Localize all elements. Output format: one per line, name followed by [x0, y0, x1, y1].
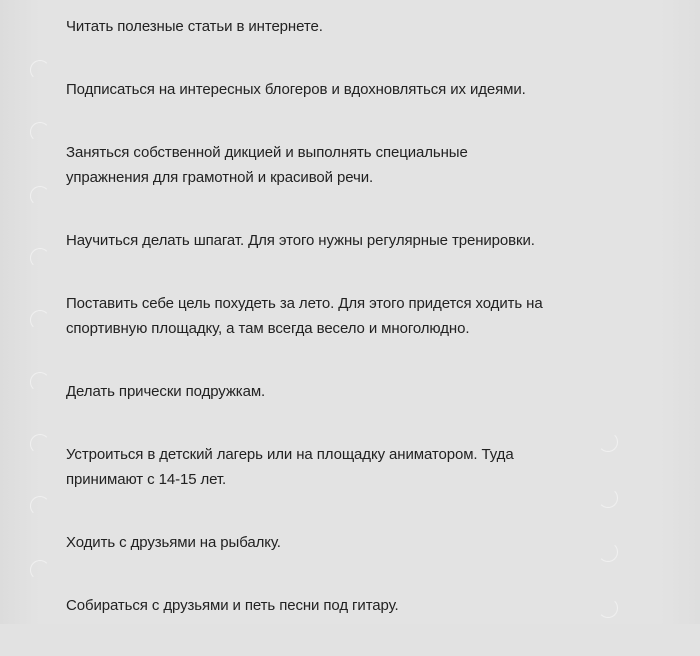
list-item: Делать прически подружкам.: [66, 383, 266, 400]
decorative-arc: [30, 372, 50, 392]
decorative-arc: [30, 434, 50, 454]
list-item: Научиться делать шпагат. Для этого нужны регулярные тренировки.: [66, 232, 535, 249]
list-item: Устроиться в детский лагерь или на площадку аниматором. Туда принимают с 14-15 лет.: [66, 446, 514, 488]
ideas-list: [66, 14, 626, 656]
decorative-arc: [30, 186, 50, 206]
decorative-arc: [30, 310, 50, 330]
list-item: Читать полезные статьи в интернете.: [66, 18, 323, 35]
list-item: Заняться собственной дикцией и выполнять специальные упражнения для грамотной и красивой речи.: [66, 144, 468, 186]
decorative-arc: [30, 496, 50, 516]
list-item: Поставить себе цель похудеть за лето. Для этого придется ходить на спортивную площадку, а там всегда весело и многолюдно.: [66, 295, 543, 337]
decorative-arc: [30, 248, 50, 268]
list-item: Ходить с друзьями на рыбалку.: [66, 534, 281, 551]
decorative-arc: [30, 122, 50, 142]
list-item: Собираться с друзьями и петь песни под гитару.: [66, 597, 399, 614]
decorative-arc: [30, 560, 50, 580]
list-item: Подписаться на интересных блогеров и вдохновляться их идеями.: [66, 81, 526, 98]
decorative-arc: [30, 60, 50, 80]
